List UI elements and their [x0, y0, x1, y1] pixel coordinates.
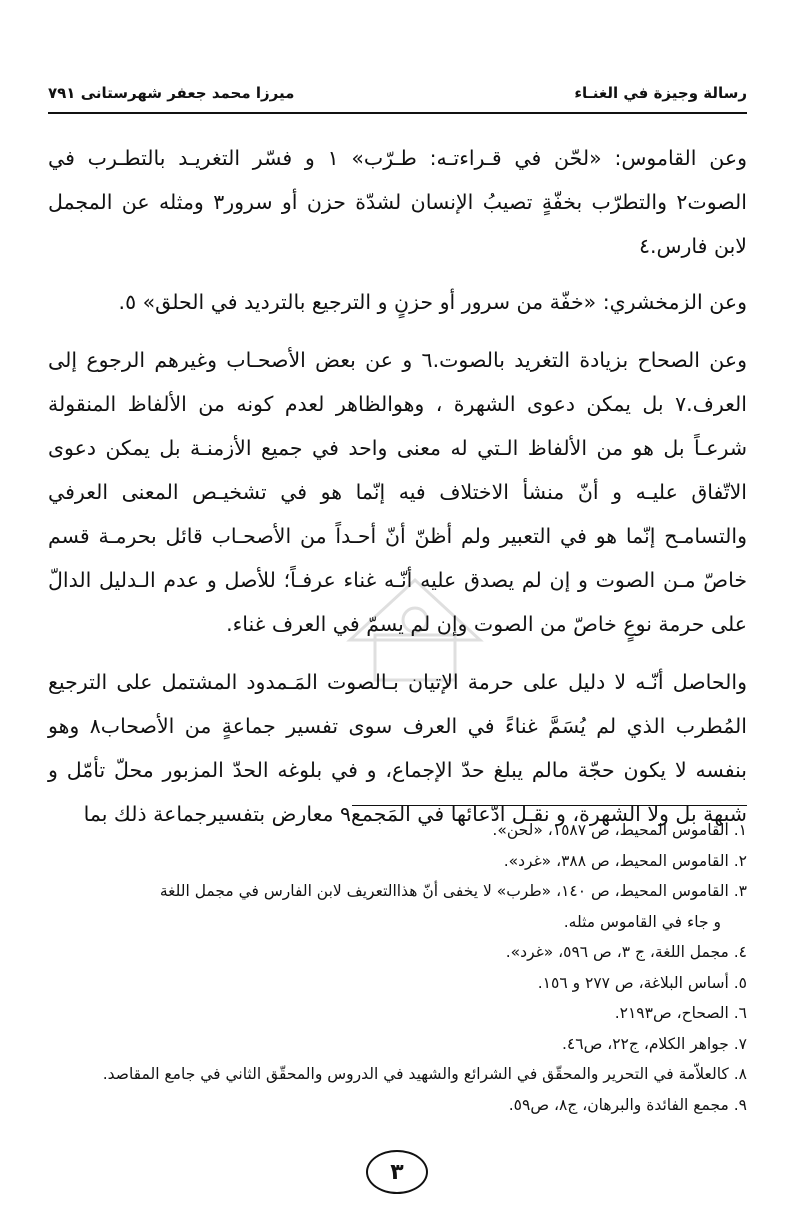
running-header-author-page [48, 84, 294, 102]
footnote-3-continued: و جاء في القاموس مثله. [563, 912, 721, 931]
footnote-9: ٩. مجمع الفائدة والبرهان، ج٨، ص٥٩. [508, 1095, 747, 1114]
footnote-8: ٨. كالعلاّمة في التحرير والمحقّق في الشرائع والشهيد في الدروس والمحقّق الثاني في جامع المقاصد. [102, 1065, 747, 1083]
footnote-2: ٢. القاموس المحيط، ص ٣٨٨، «غرد». [503, 851, 747, 870]
footnote-1: ١. القاموس المحيط، ص ١٥٨٧، «لحن». [492, 821, 747, 839]
running-header-title: رسالة وجيزة في الغنـاء [574, 84, 747, 102]
running-header-author: ميرزا محمد جعفر شهرستانى ٧٩١ [48, 84, 295, 102]
paragraph-zamakhshari: وعن الزمخشري: «خفّة من سرور أو حزنٍ و الترجيع بالترديد في الحلق» ٥. [118, 290, 747, 314]
footnote-rule [352, 805, 747, 806]
footnote-5: ٥. أساس البلاغة، ص ٢٧٧ و ١٥٦. [537, 973, 747, 992]
running-header [48, 78, 747, 108]
paragraph-sihah: وعن الصحاح بزيادة التغريد بالصوت.٦ و عن بعض الأصحـاب وغيرهم الرجوع إلى العرف.٧ بل يمكن دعوى الشهرة ، وهوالظاهر لعدم كونه من الألفاظ المنقولة شرعـاً بل هو من الألفاظ الـتي له معنى واحد في جميع الأزمنـة بل يمكن دعوى الاتّفاق عليـه و أنّ منشأ الاختلاف فيه إنّما هو في تشخيـص المعنى العرفي والتسامـح إنّما هو في التعبير ولم أظنّ أنّ أحـداً من الأصحـاب قائل بحرمـة قسم خاصّ مـن الصوت و إن لم يصدق عليه أنّـه غناء عرفـاً؛ للأصل و عدم الـدليل الدالّ على حرمة نوعٍ خاصّ من الصوت وإن لم يسمّ في العرف غناء. [48, 348, 747, 636]
paragraph-conclusion: والحاصل أنّـه لا دليل على حرمة الإتيان بـالصوت المَـمدود المشتمل على الترجيع المُطرب الذي لم يُسَمَّ غناءً في العرف سوى تفسير جماعةٍ من الأصحاب٨ وهو بنفسه لا يكون حجّة مالم يبلغ حدّ الإجماع، و في بلوغه الحدّ المزبور محلّ تأمّل و شبهة بل ولا الشهرة، و نقـل ادّعائها في المَجمع٩ معارض بتفسيرجماعة ذلك بما [48, 670, 747, 826]
footnote-6: ٦. الصحاح، ص٢١٩٣. [614, 1004, 747, 1022]
main-text [48, 136, 747, 850]
footnote-7: ٧. جواهر الكلام، ج٢٢، ص٤٦. [561, 1034, 747, 1053]
footnote-3: ٣. القاموس المحيط، ص ١٤٠، «طرب» لا يخفى أنّ هذاالتعريف لابن الفارس في مجمل اللغة [159, 882, 747, 900]
footnote-4: ٤. مجمل اللغة، ج ٣، ص ٥٩٦، «غرد». [505, 943, 747, 961]
footnotes [48, 815, 747, 1120]
paragraph-qamus: وعن القاموس: «لحّن في قـراءتـه: طـرّب» ١ و فسّر التغريـد بالتطـرب في الصوت٢ والتطرّب بخفّةٍ تصيبُ الإنسان لشدّة حزن أو سرور٣ ومثله عن المجمل لابن فارس.٤ [48, 146, 747, 258]
header-rule [48, 112, 747, 114]
page-number: ٣ [366, 1150, 428, 1194]
